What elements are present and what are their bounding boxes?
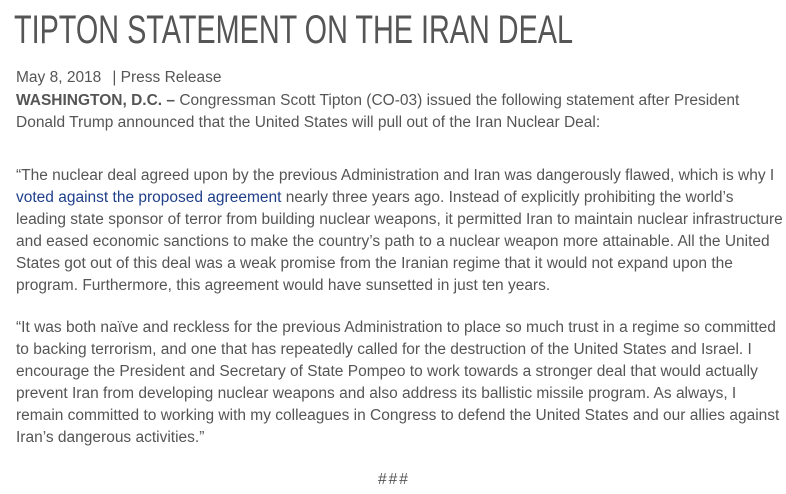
- end-of-release-mark: ###: [378, 471, 410, 488]
- quote1-text-after-link: nearly three years ago. Instead of explicitly prohibiting the world’s leading state sponsor of terror from building nuclear weapons, it permitted Iran to maintain nuclear infrastructure and eased economic sanctions to make the country’s path to a nuclear weapon more attainable. All the United States got out of this deal was a weak promise from the Iranian regime that it would not expand upon the program. Furthermore, this agreement would have sunsetted in just ten years.: [16, 189, 783, 294]
- page-title: TIPTON STATEMENT ON THE IRAN DEAL: [14, 8, 574, 52]
- meta-separator: |: [112, 69, 117, 86]
- quote-paragraph-2: “It was both naïve and reckless for the previous Administration to place so much trust in a regime so committed to backing terrorism, and one that has repeatedly called for the destruction of the United States and Israel. I encourage the President and Secretary of State Pompeo to work towards a stronger deal that would actually prevent Iran from developing nuclear weapons and also address its ballistic missile program. As always, I remain committed to working with my colleagues in Congress to defend the United States and our allies against Iran’s dangerous activities.”: [16, 319, 780, 446]
- publish-date: May 8, 2018: [16, 69, 102, 86]
- quote-paragraph-1: [16, 165, 786, 297]
- category-label: Press Release: [120, 69, 222, 86]
- dateline: WASHINGTON, D.C. –: [16, 92, 176, 109]
- article-meta: [16, 68, 221, 88]
- intro-paragraph: [16, 90, 786, 134]
- intro-text: Congressman Scott Tipton (CO-03) issued the following statement after President Donald Trump announced that the United States will pull out of the Iran Nuclear Deal:: [16, 92, 740, 131]
- quote1-text-before-link: “The nuclear deal agreed upon by the previous Administration and Iran was dangerously flawed, which is why I: [16, 167, 775, 184]
- voted-against-agreement-link[interactable]: voted against the proposed agreement: [16, 189, 282, 206]
